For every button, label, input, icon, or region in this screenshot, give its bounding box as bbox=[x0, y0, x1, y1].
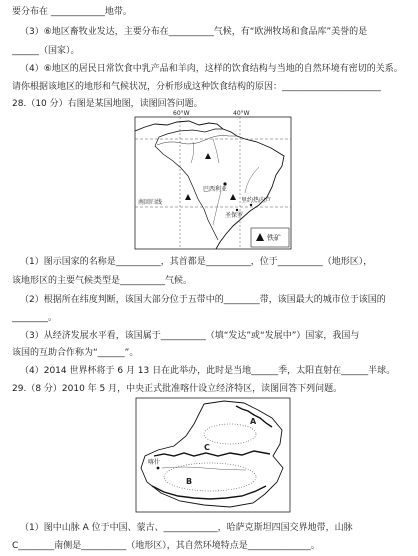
q29-region-map bbox=[134, 396, 292, 514]
q29-line-1: （1）图中山脉 A 位于中国、蒙古、____________，哈萨克斯坦四国交界地带，山脉 bbox=[20, 523, 353, 533]
q28-line-3: （2）根据所在纬度判断，该国大部分位于五带中的________带，该国最大的城市位于该国的 bbox=[20, 295, 386, 305]
q28-line-7: （4）2014 世界杯将于 6 月 13 日在此举办，此时是当地______季，太阳直射在______半球。 bbox=[20, 366, 396, 376]
city-marker-icon bbox=[157, 467, 160, 470]
label-rio: 里约热内卢 bbox=[241, 197, 272, 204]
label-c: C bbox=[204, 443, 210, 452]
label-capital: 巴西利亚 bbox=[203, 186, 228, 193]
legend-label: 铁矿 bbox=[267, 234, 281, 242]
q28-line-4: ________。 bbox=[12, 313, 58, 323]
lon-label-40w: 40°W bbox=[233, 110, 250, 117]
q28-country-map bbox=[133, 109, 293, 250]
label-a: A bbox=[250, 417, 257, 426]
q28-line-5: （3）从经济发展水平看，该国属于__________（填“发达”或“发展中”）国家，我国与 bbox=[20, 331, 360, 341]
label-tropic: 南回归线 bbox=[138, 199, 163, 206]
label-city: 喀什 bbox=[148, 459, 161, 466]
q28-line-1: （1）图示国家的名称是__________，其首都是__________，位于__________（地形区）， bbox=[20, 257, 373, 267]
intro-line-3: ______（国家）。 bbox=[12, 46, 80, 56]
city-marker-icon bbox=[250, 204, 252, 206]
q28-line-2: 该地形区的主要气候类型是__________气候。 bbox=[12, 276, 193, 286]
q28-heading: 28.（10 分）右图是某国地图，读图回答问题。 bbox=[12, 99, 203, 109]
intro-line-5: 请你根据该地区的地形和气候状况，分析形成这种饮食结构的原因：______________________ bbox=[12, 82, 382, 92]
intro-line-1: 要分布在 ____________地带。 bbox=[12, 7, 132, 17]
intro-line-4: （4）⑥地区的居民日常饮食中乳产品和羊肉，这样的饮食结构与当地的自然环境有密切的关系。 bbox=[20, 64, 403, 74]
intro-line-2: （3）⑥地区畜牧业发达，主要分布在__________气候，有“欧洲牧场和食品库”美誉的是 bbox=[20, 27, 368, 37]
q29-heading: 29.（8 分）2010 年 5 月，中央正式批准喀什设立经济特区，读图回答下列问题。 bbox=[12, 384, 343, 394]
q29-line-2: C________南侧是__________（地形区），其自然环境特点是______________。 bbox=[12, 541, 320, 551]
lon-label-60w: 60°W bbox=[173, 110, 190, 117]
label-sao-paulo: 圣保罗 bbox=[225, 212, 244, 219]
city-marker-icon bbox=[236, 209, 238, 211]
q28-line-6: 该国的互助合作称为“______”。 bbox=[12, 348, 139, 358]
label-b: B bbox=[186, 477, 193, 486]
